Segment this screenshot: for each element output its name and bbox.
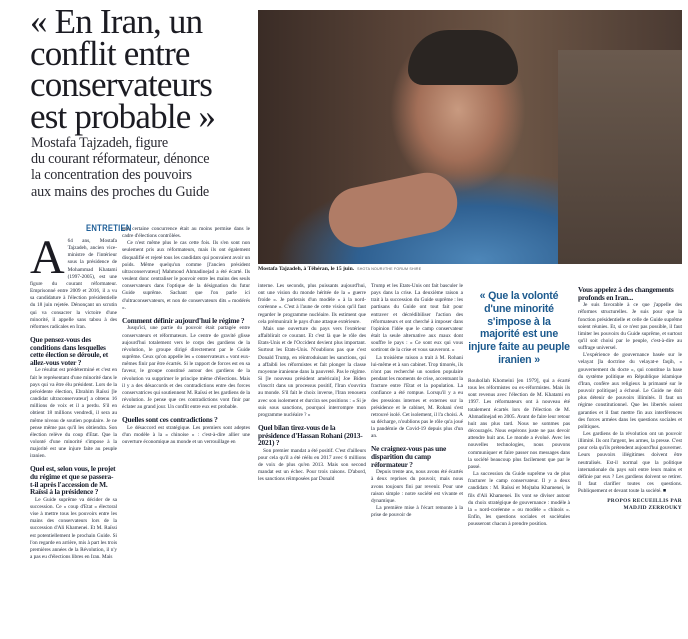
intro-paragraph [30, 231, 117, 331]
byline-line: MADJID ZERROUKY [623, 505, 682, 512]
photo-caption [258, 266, 682, 272]
photo-background-chair [558, 50, 682, 264]
headline-line: « En Iran, un [30, 2, 203, 41]
article-column-3 [258, 283, 366, 484]
intro-text: 64 ans, Mostafa Tajzadeh, ancien vice-ministre de l'intérieur sous la présidence de Mohammad Khatami (1997-2005), est une figure du courant réformateur. Emprisonné entre 2009 et 2016, il a vu sa candidature à l'élection présidentielle du 18 juin rejetée. Dénonçant un scrutin qui va consacrer la victoire d'une minorité, il appelle sans tabou à des réformes radicales en Iran. [30, 238, 117, 330]
subtitle-line: Mostafa Tajzadeh, figure [31, 135, 168, 151]
article-column-2 [122, 226, 250, 446]
question-heading: Quel bilan tirez-vous de la présidence d'Hassan Rohani (2013-2021) ? [258, 422, 363, 448]
subtitle [31, 135, 259, 200]
headline-line: est probable » [30, 96, 216, 136]
headline-line: conservateurs [30, 65, 213, 104]
body-paragraph: L'expérience de gouvernance basée sur le velayat [la doctrine du velayat-e faqih, « gouvernement du docte », qui constitue la base du système politique en République islamique d'Iran, confère aux religieux la primauté sur le pouvoir politique] a échoué. Le Guide ne doit plus détenir de pouvoirs illimités. Il faut un régime constitutionnel. Que les libertés soient garanties et il faut mettre fin aux interférences des forces armées dans les questions sociales et politiques. [578, 352, 682, 430]
subtitle-line: aux mains des proches du Guide [31, 183, 210, 200]
drop-cap: A [30, 231, 65, 284]
byline [578, 498, 682, 512]
caption-text: Mostafa Tajzadeh, à Téhéran, le 15 juin. [258, 266, 355, 272]
article-column-6 [578, 281, 682, 512]
body-paragraph: Mais une ouverture du pays vers l'extérieur affaiblirait ce courant. Et c'est là que le rôle des Etats-Unis et de l'Occident devient plus important. Surtout les Etats-Unis. N'oublions pas que c'est Donald Trump, en réintroduisant les sanctions, qui a affaibli les réformistes et fait plonger la classe moyenne iranienne dans la pauvreté. Pas le régime. Si [le nouveau président américain] Joe Biden s'inscrit dans un processus positif, l'Iran s'ouvrira au monde. S'il fait le choix inverse, l'Iran renouera avec son isolement et durcira ses positions : « Si je suis sous sanctions, pourquoi interromprе mon programme nucléaire ? » [258, 325, 366, 418]
article-column-5 [468, 378, 570, 528]
question-heading: Quel est, selon vous, le projet du régime et que se passera-t-il après l'accession de M. Raïssi à la présidence ? [30, 464, 116, 497]
subtitle-line: la concentration des pouvoirs [31, 167, 192, 184]
body-paragraph: Son premier mandat a été positif. C'est d'ailleurs pour cela qu'il a été réélu en 2017 avec 6 millions de voix de plus qu'en 2013. Mais son second mandat est un échec. Pour trois raisons. D'abord, les sanctions réimposées par Donald [258, 447, 366, 483]
body-paragraph: Les gardiens de la révolution ont un pouvoir illimité. Ils ont l'argent, les armes, la presse. C'est pour cela qu'ils prétendent aujourd'hui gouverner. Leurs pouvoirs illégitimes doivent être neutralisés. Est-il normal que la politique internationale du pays soit entre leurs mains et définie par eux ? Les gardiens doivent se retirer. Il faut clarifier toutes ces questions. Publiquement et devant toute la société. ■ [578, 431, 682, 495]
question-heading: Ne craignez-vous pas une disparition du camp réformateur ? [371, 444, 447, 469]
photo-subject-hand [323, 167, 463, 253]
portrait-photo [258, 10, 682, 264]
body-paragraph: Ce n'est même plus le cas cette fois. Ils s'en sont non seulement pris aux réformateurs, mais ils ont également disqualifié et rejeté tous les candidats qui pouvaient avoir un poids. Même quelqu'un comme [l'ancien président ultraconservateur] Mahmoud Ahmadinejad a été écarté. Ils veulent donc centraliser le pouvoir entre les mains des seuls conservateurs dans l'optique de la désignation du futur Guide suprême. Sachant que l'on parle ici d'ultraconservateurs, et non de conservateurs dits « modérés ». [122, 240, 250, 311]
article-column-4 [371, 283, 463, 519]
pull-quote: « Que la volonté d'une minorité s'impose à la majorité est une injure faite au peuple iranien » [468, 290, 570, 366]
body-paragraph: une certaine concurrence était au moins permise dans le cadre d'élections contrôlées. [122, 226, 250, 240]
body-paragraph: La troisième raison a trait à M. Rohani lui-même et à son cabinet. Trop timorés, ils n'ont pas recherché un soutien populaire pendant les moments de crise, accentuant la fracture entre l'Etat et la population. La confiance a été rompue. Lorsqu'il y a eu des pressions internes et externes sur la présidence et le cabinet, M. Rohani s'est retrouvé isolé. Cet isolement, il l'a choisi. A sa décharge, n'oublions pas le rôle qu'a joué la pandémie de Covid-19 depuis plus d'un an. [371, 354, 463, 440]
headline [30, 2, 258, 136]
body-paragraph: interne. Les seconds, plus puissants aujourd'hui, ont une vision du monde héritée de la « guerre froide ». Je parlerais d'un modèle « à la nord-coréenne ». C'est à l'aune de cette vision qu'il faut regarder le programme nucléaire. Ils estiment que cela prémunirait le pays d'une attaque extérieure. [258, 283, 366, 325]
photo-subject-hair [408, 30, 518, 85]
question-heading: Quelles sont ces contradictions ? [122, 415, 218, 425]
question-heading: Comment définir aujourd'hui le régime ? [122, 315, 245, 325]
body-paragraph: La première mise à l'écart remonte à la prise de pouvoir de [371, 505, 463, 519]
body-paragraph: Jusqu'ici, une partie du pouvoir était partagée entre conservateurs et réformateurs. Le centre de gravité glisse aujourd'hui totalement vers le corps des gardiens de la révolution, le groupe dirigé directement par le Guide suprême. Ceux qu'on appelle les « conservateurs » vont eux-mêmes finir par être écartés. Si le rapport de forces est en sa faveur, le groupe constitué autour des gardiens de la révolution va supprimer le principe même d'élections. Mais il y a des désaccords et des contradictions entre des forces conservatrices qui soutiennent M. Raïssi et les gardiens de la révolution. Je pense que ces contradictions vont finir par éclater au grand jour. Un conflit entre eux est probable. [122, 325, 250, 411]
headline-line: conflit entre [30, 33, 190, 73]
byline-line: PROPOS RECUEILLIS PAR [607, 498, 682, 505]
subtitle-line: du courant réformateur, dénonce [31, 151, 210, 168]
body-paragraph: Le résultat est prédéterminé et c'est en fait le représentant d'une minorité dans le pays qui va être élu président. Lors de la précédente élection, Ebrahim Raïssi [le candidat ultraconservateur] a obtenu 16 millions de voix et il a perdu. S'il en obtient 18 millions vendredi, il sera au même niveau de soutien populaire. Je ne pense même pas qu'il les obtiendra. Son élection relève du coup d'Etat. Que la volonté d'une minorité s'impose à la majorité est une injure faite au peuple iranien. [30, 367, 117, 460]
body-paragraph: Depuis trente ans, nous avons été écartés à deux reprises du pouvoir, mais nous avons toujours fini par revenir. Pour une raison simple : notre société est vivante et dynamique. [371, 469, 463, 504]
body-paragraph: Rouhollah Khomeini [en 1979], qui a écarté tous les réformistes ou ex-réformistes. Mais ils sont revenus avec l'élection de M. Khatami en 1997. Les réformateurs ont à nouveau été totalement écartés lors de l'élection de M. Ahmadinejad en 2005. Avant de faire leur retour huit ans plus tard. Nous ne sommes pas découragés. Nous espérons juste ne pas devoir attendre huit ans. Le monde a évolué. Avec les nouvelles technologies, nous pouvons communiquer et faire passer nos messages dans la société beaucoup plus facilement que par le passé. [468, 378, 570, 470]
body-paragraph: Je suis favorable à ce que j'appelle des réformes structurelles. Je suis pour que la fonction présidentielle et celle de Guide suprême soient réunies. Et, si ce n'est pas possible, il faut limiter les pouvoirs du Guide suprême, et surtout qu'il soit choisi par le peuple, c'est-à-dire au suffrage universel. [578, 302, 682, 352]
question-heading: Vous appelez à des changements profonds en Iran... [578, 285, 674, 302]
article-column-1 [30, 231, 117, 561]
body-paragraph: Le Guide suprême va décider de sa succession. Ce « coup d'Etat » électoral vise à mettre tous les pouvoirs entre les mains des conservateurs lors de la succession d'Ali Khamenei. Et M. Raïssi est potentiellement le prochain Guide. Si l'on regarde en arrière, mis à part les trois premières années de la Révolution, il n'y a pas eu d'élections libres en Iran. Mais [30, 496, 117, 561]
photo-credit: SHOTA NOURI/THE FORUM SHIRE [357, 267, 422, 271]
body-paragraph: Trump et les Etats-Unis ont fait basculer le pays dans la crise. La deuxième raison a trait à la succession du Guide suprême : les partisans du Guide ont tout fait pour entraver et décrédibiliser l'action des réformateurs et ont cherché à imposer dans l'opinion l'idée que le camp conservateur était la seule alternative aux maux dont souffre le pays : « Ce sont eux qui vous sortiront de la crise et vous sauveront. » [371, 283, 463, 354]
question-heading: Que pensez-vous des conditions dans lesquelles cette élection se déroule, et allez-vous voter ? [30, 335, 108, 367]
body-paragraph: Le désaccord est stratégique. Les premiers sont adeptes d'un modèle à la « chinoise » : c'est-à-dire allier une ouverture économique au monde et un verrouillage en [122, 424, 250, 446]
section-kicker: ENTRETIEN [86, 223, 132, 233]
body-paragraph: La succession du Guide suprême va de plus fracturer le camp conservateur. Il y a deux candidats : M. Raïssi et Mojtaba Khamenei, le fils d'Ali Khamenei. Ils vont se diviser autour du choix stratégique de gouvernance : modèle à la « nord-coréenne » ou modèle « chinois ». Enfin, les questions sociales et sociétales pousseront chacun à prendre position. [468, 471, 570, 528]
